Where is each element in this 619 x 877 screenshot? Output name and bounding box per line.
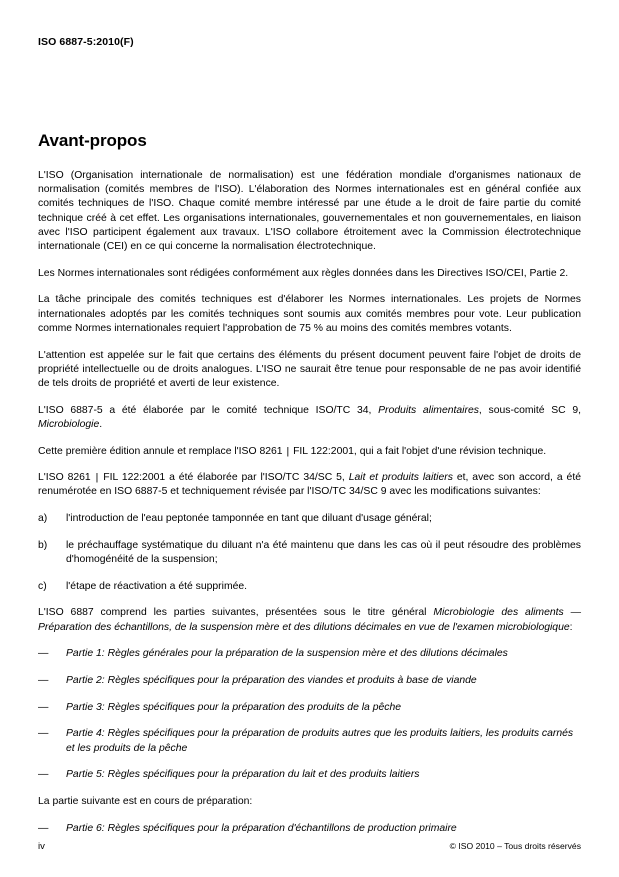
renumbering-suffix: et, avec son accord, a été renumérotée en ISO 6887-5 et techniquement révisée par l'ISO/TC 34/SC 9 avec les modifications suivantes:	[38, 472, 582, 498]
attribution-middle: , sous-comité SC 9,	[478, 404, 581, 416]
separator-bar-icon: |	[286, 446, 290, 458]
list-item-text: l'introduction de l'eau peptonée tamponnée en tant que diluant d'usage général;	[66, 513, 432, 525]
list-marker: a)	[38, 513, 48, 525]
copyright-notice: © ISO 2010 – Tous droits réservés	[449, 841, 581, 851]
em-dash-icon: —	[38, 728, 49, 740]
list-item	[38, 768, 581, 782]
attribution-italic-produits: Produits alimentaires	[378, 404, 479, 416]
list-item	[38, 539, 581, 567]
paragraph-directives: Les Normes internationales sont rédigées conformément aux règles données dans les Directives ISO/CEI, Partie 2.	[38, 267, 569, 279]
em-dash-icon: —	[38, 675, 49, 687]
first-edition-suffix: FIL 122:2001, qui a fait l'objet d'une révision technique.	[293, 445, 547, 457]
page-number: iv	[38, 841, 45, 852]
running-head: ISO 6887-5:2010(F)	[38, 36, 134, 48]
list-item-text: Partie 1: Règles générales pour la préparation de la suspension mère et des dilutions décimales	[66, 648, 508, 660]
paragraph-renumbering	[38, 471, 581, 499]
general-title-italic: Microbiologie des aliments — Préparation des échantillons, de la suspension mère et des dilutions décimales en vue de l'examen microbiologique	[38, 607, 581, 633]
list-item-text: l'étape de réactivation a été supprimée.	[66, 580, 248, 592]
page-content	[38, 131, 581, 849]
list-item-text: Partie 6: Règles spécifiques pour la préparation d'échantillons de production primaire	[66, 822, 457, 834]
attribution-prefix: L'ISO 6887-5 a été élaborée par le comité technique ISO/TC 34,	[38, 404, 379, 416]
list-item-text: Partie 3: Règles spécifiques pour la préparation des produits de la pêche	[66, 701, 402, 713]
future-parts-list	[38, 822, 581, 836]
list-item	[38, 512, 581, 526]
list-item-text: le préchauffage systématique du diluant n'a été maintenu que dans les cas où il peut résoudre des problèmes d'homogénéité de la suspension;	[66, 539, 581, 566]
paragraph-approval-process: La tâche principale des comités techniques est d'élaborer les Normes internationales. Les projets de Normes internationales adoptés par les comités techniques sont soumis aux comités membres pour vote. Leur publication comme Normes internationales requiert l'approbation de 75 % au moins des comités membres votants.	[38, 294, 581, 334]
em-dash-icon: —	[38, 648, 49, 660]
list-item	[38, 647, 581, 661]
attribution-suffix: .	[99, 418, 103, 430]
em-dash-icon: —	[38, 769, 49, 781]
em-dash-icon: —	[38, 822, 49, 834]
separator-bar-icon: |	[95, 472, 99, 484]
attribution-italic-microbiologie: Microbiologie	[38, 418, 100, 430]
list-item	[38, 701, 581, 715]
general-title-prefix: L'ISO 6887 comprend les parties suivantes, présentées sous le titre général	[38, 607, 434, 619]
paragraph-future-parts-intro: La partie suivante est en cours de préparation:	[38, 796, 253, 808]
list-item-text: Partie 5: Règles spécifiques pour la préparation du lait et des produits laitiers	[66, 769, 420, 781]
list-item-text: Partie 2: Règles spécifiques pour la préparation des viandes et produits à base de viande	[66, 675, 477, 687]
paragraph-iso-description: L'ISO (Organisation internationale de normalisation) est une fédération mondiale d'organismes nationaux de normalisation (comités membres de l'ISO). L'élaboration des Normes internationales est en général confiée aux comités techniques de l'ISO. Chaque comité membre intéressé par une étude a le droit de faire partie du comité technique créé à cet effet. Les organisations internationales, gouvernementales et non gouvernementales, en liaison avec l'ISO participent également aux travaux. L'ISO collabore étroitement avec la Commission électrotechnique internationale (CEI) en ce qui concerne la normalisation électrotechnique.	[38, 170, 581, 253]
paragraph-general-title	[38, 606, 581, 634]
list-item-text: Partie 4: Règles spécifiques pour la préparation de produits autres que les produits laitiers, les produits carnés et les produits de la pêche	[66, 728, 574, 754]
parts-list	[38, 647, 581, 782]
page-title: Avant-propos	[38, 131, 147, 150]
em-dash-icon: —	[38, 701, 49, 713]
renumbering-italic-title: Lait et produits laitiers	[348, 472, 453, 484]
list-item	[38, 727, 581, 755]
general-title-suffix: :	[569, 621, 573, 633]
list-marker: b)	[38, 539, 48, 551]
list-marker: c)	[38, 580, 47, 592]
paragraph-patent-rights: L'attention est appelée sur le fait que certains des éléments du présent document peuvent faire l'objet de droits de propriété intellectuelle ou de droits analogues. L'ISO ne saurait être tenue pour responsable de ne pas avoir identifié de tels droits de propriété et averti de leur existence.	[38, 349, 581, 389]
paragraph-committee-attribution	[38, 404, 581, 432]
renumbering-prefix: L'ISO 8261	[38, 472, 91, 484]
page-footer	[38, 841, 581, 852]
paragraph-first-edition	[38, 445, 581, 459]
list-item	[38, 674, 581, 688]
list-item	[38, 822, 581, 836]
renumbering-middle: FIL 122:2001 a été élaborée par l'ISO/TC 34/SC 5,	[103, 472, 349, 484]
modifications-list	[38, 512, 581, 594]
list-item	[38, 580, 581, 594]
first-edition-prefix: Cette première édition annule et remplace l'ISO 8261	[38, 445, 283, 457]
